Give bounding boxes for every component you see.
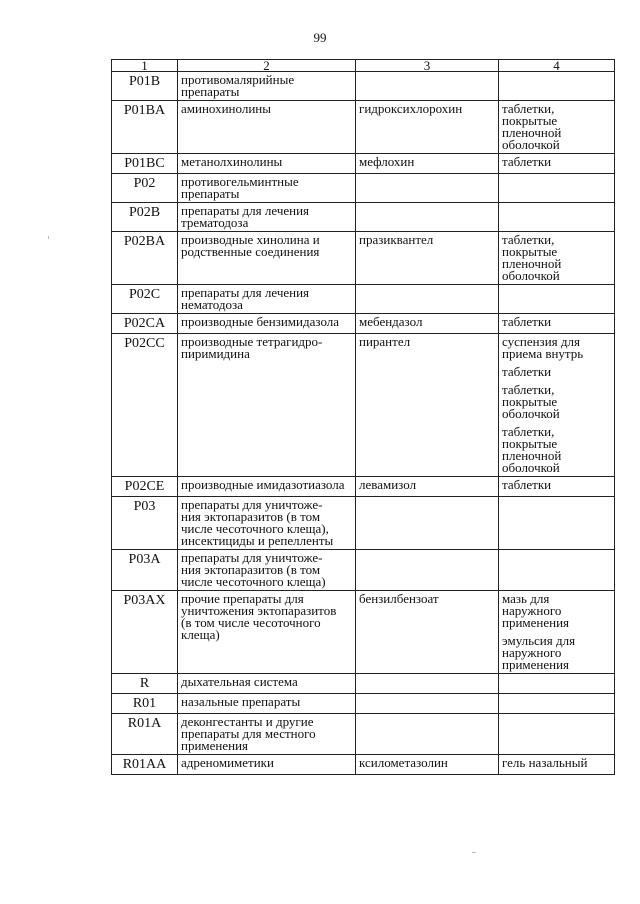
dosage-form-text-line: таблетки, xyxy=(502,382,555,397)
table-row xyxy=(112,334,615,477)
dosage-form xyxy=(502,479,611,491)
dosage-form xyxy=(502,336,611,360)
atc-code-cell: P02B xyxy=(112,203,178,232)
group-text-line: метанолхинолины xyxy=(181,154,283,169)
page-number: 99 xyxy=(313,30,327,45)
drug-name-cell: пирантел xyxy=(356,334,499,477)
table-row xyxy=(112,285,615,314)
group-text-line: ния эктопаразитов (в том xyxy=(181,509,321,524)
anatomical-group-cell xyxy=(178,101,356,154)
dosage-form xyxy=(502,316,611,328)
dosage-form-text-line: пленочной xyxy=(502,125,562,140)
dosage-form xyxy=(502,426,611,474)
group-text-line: противогельминтные xyxy=(181,174,299,189)
column-header-2: 2 xyxy=(178,60,356,72)
dosage-form-text-line: оболочкой xyxy=(502,137,560,152)
column-header-4: 4 xyxy=(499,60,615,72)
dosage-form-cell xyxy=(499,550,615,591)
dosage-form xyxy=(502,103,611,151)
dosage-form xyxy=(502,384,611,420)
group-text-line: препараты xyxy=(181,186,240,201)
group-text-line: ния эктопаразитов (в том xyxy=(181,562,321,577)
dosage-form-text-line: гель назальный xyxy=(502,755,588,770)
table-row xyxy=(112,591,615,674)
drug-name-cell: бензилбензоат xyxy=(356,591,499,674)
table-row xyxy=(112,497,615,550)
dosage-form-text-line: пленочной xyxy=(502,256,562,271)
group-text-line: препараты для лечения xyxy=(181,203,310,218)
dosage-form-text-line: таблетки xyxy=(502,364,552,379)
group-text-line: деконгестанты и другие xyxy=(181,714,314,729)
table-row xyxy=(112,477,615,497)
anatomical-group-cell xyxy=(178,550,356,591)
dosage-form-cell xyxy=(499,714,615,755)
atc-code-cell: P02CE xyxy=(112,477,178,497)
group-text-line: препараты для местного xyxy=(181,726,316,741)
dosage-form xyxy=(502,234,611,282)
dosage-form-cell xyxy=(499,591,615,674)
dosage-form-text-line: оболочкой xyxy=(502,268,560,283)
atc-code-cell: R01 xyxy=(112,694,178,714)
anatomical-group-cell xyxy=(178,674,356,694)
drug-name-cell xyxy=(356,497,499,550)
header-row xyxy=(112,60,615,72)
atc-code-cell: R01A xyxy=(112,714,178,755)
table-row xyxy=(112,694,615,714)
table-row xyxy=(112,72,615,101)
anatomical-group-cell xyxy=(178,714,356,755)
group-text-line: препараты для лечения xyxy=(181,285,310,300)
dosage-form-text-line: покрытые xyxy=(502,394,558,409)
atc-code-cell: P02CC xyxy=(112,334,178,477)
group-text-line: инсектициды и репелленты xyxy=(181,533,334,548)
dosage-form-cell xyxy=(499,174,615,203)
group-text-line: родственные соединения xyxy=(181,244,320,259)
group-text-line: уничтожения эктопаразитов xyxy=(181,603,337,618)
dosage-form-cell xyxy=(499,694,615,714)
scan-mark xyxy=(48,236,49,239)
drug-name-cell: гидроксихлорохин xyxy=(356,101,499,154)
drug-name-cell: ксилометазолин xyxy=(356,755,499,775)
anatomical-group-cell xyxy=(178,497,356,550)
atc-code-cell: P01B xyxy=(112,72,178,101)
dosage-form-cell xyxy=(499,285,615,314)
dosage-form-text-line: оболочкой xyxy=(502,406,560,421)
table-body xyxy=(112,72,615,775)
table-row xyxy=(112,550,615,591)
atc-code-cell: P02 xyxy=(112,174,178,203)
atc-code-cell: R01AA xyxy=(112,755,178,775)
dosage-form-cell xyxy=(499,154,615,174)
dosage-form xyxy=(502,593,611,629)
dosage-form xyxy=(502,156,611,168)
group-text-line: числе чесоточного клеща) xyxy=(181,574,326,589)
anatomical-group-cell xyxy=(178,591,356,674)
group-text-line: дыхательная система xyxy=(181,674,298,689)
drug-name-cell xyxy=(356,694,499,714)
dosage-form-text-line: суспензия для xyxy=(502,334,580,349)
dosage-form-text-line: таблетки xyxy=(502,154,552,169)
anatomical-group-cell xyxy=(178,285,356,314)
group-text-line: противомалярийные xyxy=(181,72,295,87)
dosage-form-text-line: применения xyxy=(502,615,570,630)
drug-name-cell xyxy=(356,174,499,203)
anatomical-group-cell xyxy=(178,72,356,101)
dosage-form-cell xyxy=(499,674,615,694)
dosage-form-text-line: таблетки, xyxy=(502,101,555,116)
atc-code-cell: P02BA xyxy=(112,232,178,285)
table-row xyxy=(112,101,615,154)
dosage-form-text-line: таблетки xyxy=(502,477,552,492)
table-row xyxy=(112,674,615,694)
dosage-form-text-line: приема внутрь xyxy=(502,346,584,361)
table-row xyxy=(112,174,615,203)
dosage-form-cell xyxy=(499,314,615,334)
group-text-line: прочие препараты для xyxy=(181,591,304,606)
drug-name-cell: мефлохин xyxy=(356,154,499,174)
dosage-form-cell xyxy=(499,497,615,550)
atc-code-cell: P01BA xyxy=(112,101,178,154)
group-text-line: препараты для уничтоже- xyxy=(181,550,323,565)
dosage-form-text-line: покрытые xyxy=(502,113,558,128)
drug-name-cell xyxy=(356,550,499,591)
atc-code-cell: R xyxy=(112,674,178,694)
drug-name-cell: мебендазол xyxy=(356,314,499,334)
group-text-line: производные тетрагидро- xyxy=(181,334,323,349)
anatomical-group-cell xyxy=(178,203,356,232)
group-text-line: применения xyxy=(181,738,249,753)
dosage-form xyxy=(502,757,611,769)
group-text-line: производные бензимидазола xyxy=(181,314,340,329)
group-text-line: производные хинолина и xyxy=(181,232,320,247)
dosage-form-text-line: покрытые xyxy=(502,244,558,259)
dosage-form-cell xyxy=(499,101,615,154)
atc-code-cell: P01BC xyxy=(112,154,178,174)
column-header-1: 1 xyxy=(112,60,178,72)
dosage-form-text-line: оболочкой xyxy=(502,460,560,475)
scan-mark xyxy=(472,852,476,853)
atc-code-cell: P02CA xyxy=(112,314,178,334)
dosage-form-text-line: таблетки xyxy=(502,314,552,329)
dosage-form-text-line: применения xyxy=(502,657,570,672)
dosage-form-cell xyxy=(499,334,615,477)
group-text-line: нематодоза xyxy=(181,297,243,312)
atc-code-cell: P03A xyxy=(112,550,178,591)
anatomical-group-cell xyxy=(178,154,356,174)
group-text-line: числе чесоточного клеща), xyxy=(181,521,329,536)
dosage-form-text-line: эмульсия для xyxy=(502,633,576,648)
anatomical-group-cell xyxy=(178,174,356,203)
anatomical-group-cell xyxy=(178,232,356,285)
table-row xyxy=(112,203,615,232)
column-header-3: 3 xyxy=(356,60,499,72)
table-row xyxy=(112,154,615,174)
group-text-line: производные имидазотиазола xyxy=(181,477,345,492)
group-text-line: аминохинолины xyxy=(181,101,271,116)
table-row xyxy=(112,755,615,775)
dosage-form-text-line: мазь для xyxy=(502,591,550,606)
drug-name-cell: левамизол xyxy=(356,477,499,497)
anatomical-group-cell xyxy=(178,694,356,714)
dosage-form-text-line: наружного xyxy=(502,645,562,660)
table-row xyxy=(112,232,615,285)
anatomical-group-cell xyxy=(178,755,356,775)
anatomical-group-cell xyxy=(178,314,356,334)
dosage-form-text-line: таблетки, xyxy=(502,232,555,247)
dosage-form xyxy=(502,366,611,378)
atc-code-cell: P03AX xyxy=(112,591,178,674)
dosage-form-text-line: пленочной xyxy=(502,448,562,463)
atc-code-cell: P03 xyxy=(112,497,178,550)
dosage-form-cell xyxy=(499,232,615,285)
atc-code-cell: P02C xyxy=(112,285,178,314)
drug-name-cell xyxy=(356,203,499,232)
dosage-form-cell xyxy=(499,72,615,101)
drug-name-cell: празиквантел xyxy=(356,232,499,285)
group-text-line: назальные препараты xyxy=(181,694,301,709)
drug-name-cell xyxy=(356,674,499,694)
group-text-line: препараты для уничтоже- xyxy=(181,497,323,512)
drug-name-cell xyxy=(356,285,499,314)
group-text-line: препараты xyxy=(181,84,240,99)
dosage-form-text-line: покрытые xyxy=(502,436,558,451)
table-row xyxy=(112,314,615,334)
anatomical-group-cell xyxy=(178,334,356,477)
group-text-line: трематодоза xyxy=(181,215,249,230)
dosage-form-cell xyxy=(499,203,615,232)
group-text-line: (в том числе чесоточного xyxy=(181,615,321,630)
dosage-form-text-line: наружного xyxy=(502,603,562,618)
group-text-line: пиримидина xyxy=(181,346,250,361)
dosage-form-cell xyxy=(499,477,615,497)
drug-table xyxy=(111,59,615,775)
dosage-form xyxy=(502,635,611,671)
anatomical-group-cell xyxy=(178,477,356,497)
drug-name-cell xyxy=(356,714,499,755)
group-text-line: клеща) xyxy=(181,627,220,642)
table-row xyxy=(112,714,615,755)
drug-name-cell xyxy=(356,72,499,101)
dosage-form-text-line: таблетки, xyxy=(502,424,555,439)
group-text-line: адреномиметики xyxy=(181,755,274,770)
dosage-form-cell xyxy=(499,755,615,775)
